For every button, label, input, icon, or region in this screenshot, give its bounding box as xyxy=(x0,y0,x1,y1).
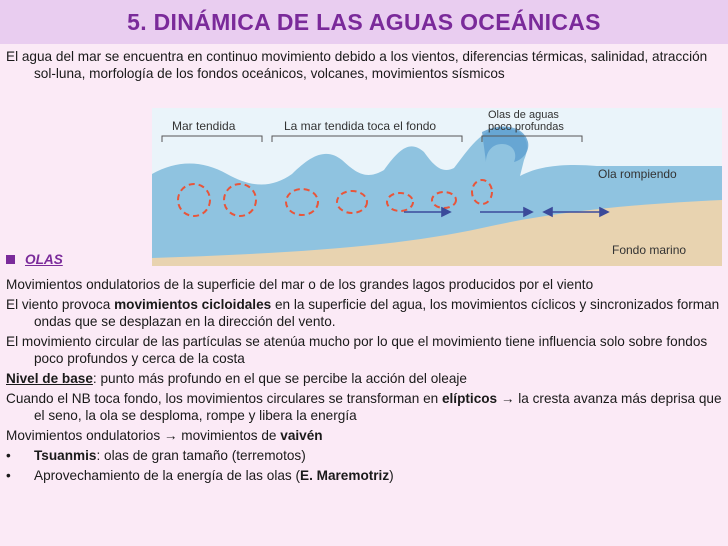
line-viento xyxy=(6,296,722,330)
line-vaiven xyxy=(6,427,722,444)
label-toca-fondo: La mar tendida toca el fondo xyxy=(284,119,437,133)
bold-term: E. Maremotriz xyxy=(300,468,390,483)
title-bar xyxy=(0,0,728,44)
line-nivel-base xyxy=(6,370,722,387)
label-fondo-marino: Fondo marino xyxy=(612,243,687,257)
olas-heading xyxy=(6,252,63,267)
label-olas-poco-profundas-1: Olas de aguas xyxy=(488,109,559,121)
wave-diagram xyxy=(152,108,722,266)
label-ola-rompiendo: Ola rompiendo xyxy=(598,167,677,181)
list-item-text xyxy=(34,467,394,484)
text-span: Cuando el NB toca fondo, los movimientos circulares se transforman en xyxy=(6,391,442,406)
label-mar-tendida: Mar tendida xyxy=(172,119,236,133)
intro-paragraph: El agua del mar se encuentra en continuo movimiento debido a los vientos, diferencias térmicas, salinidad, atracción sol-luna, morfología de los fondos oceánicos, volcanes, movimientos sísmicos xyxy=(6,49,708,81)
text-span: → la cresta avanza más deprisa que el seno, la ola se desploma, rompe y libera la energía xyxy=(34,391,722,423)
text-span: : punto más profundo en el que se percibe la acción del oleaje xyxy=(92,371,467,386)
bullet-dot: • xyxy=(6,468,11,483)
line-olas-definition: Movimientos ondulatorios de la superficie del mar o de los grandes lagos producidos por el viento xyxy=(6,277,594,292)
list-item-energia xyxy=(6,467,722,484)
list-item-tsunamis xyxy=(6,447,722,464)
bullet-dot: • xyxy=(6,448,11,463)
bold-term: elípticos xyxy=(441,391,498,406)
label-olas-poco-profundas-2: poco profundas xyxy=(488,121,564,133)
text-span: Aprovechamiento de la energía de las olas ( xyxy=(34,468,300,483)
olas-label: OLAS xyxy=(25,252,63,267)
body-text xyxy=(6,276,722,487)
bold-term: movimientos cicloidales xyxy=(114,297,272,312)
line-nb-toca-fondo xyxy=(6,390,722,424)
text-span: en la superficie del agua, los movimientos cíclicos y sincronizados forman ondas que se desplazan en la dirección del vento. xyxy=(34,297,720,329)
bold-term: Tsuanmis xyxy=(34,448,97,463)
square-bullet-icon xyxy=(6,255,15,264)
text-span: El viento provoca xyxy=(6,297,115,312)
text-span: : olas de gran tamaño (terremotos) xyxy=(96,448,306,463)
bold-underline-term: Nivel de base xyxy=(6,371,93,386)
intro-block xyxy=(6,48,722,85)
list-item-text xyxy=(34,447,306,464)
line-movimiento-circular: El movimiento circular de las partículas se atenúa mucho por lo que el movimiento tiene influencia solo sobre fondos poco profundos y cerca de la costa xyxy=(6,334,708,366)
slide-title: 5. DINÁMICA DE LAS AGUAS OCEÁNICAS xyxy=(127,8,601,35)
text-span: Movimientos ondulatorios → movimientos de xyxy=(6,428,281,443)
bold-term: vaivén xyxy=(280,428,323,443)
text-span: ) xyxy=(389,468,394,483)
